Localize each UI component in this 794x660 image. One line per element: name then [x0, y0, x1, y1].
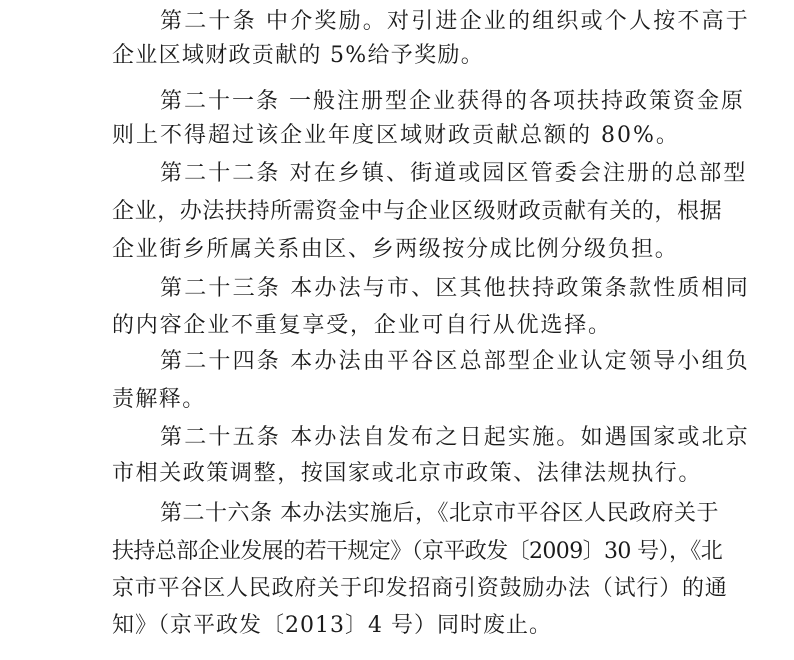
article-24-line-2: 责解释。 [112, 387, 206, 412]
article-20-line-2: 企业区域财政贡献的 5%给予奖励。 [112, 43, 484, 68]
article-25-line-2: 市相关政策调整，按国家或北京市政策、法律法规执行。 [112, 461, 703, 486]
article-21-line-1: 第二十一条 一般注册型企业获得的各项扶持政策资金原 [160, 89, 745, 114]
article-20-line-1: 第二十条 中介奖励。对引进企业的组织或个人按不高于 [160, 9, 750, 34]
article-25-line-1: 第二十五条 本办法自发布之日起实施。如遇国家或北京 [160, 425, 750, 450]
article-26-line-3: 京市平谷区人民政府关于印发招商引资鼓励办法（试行）的通 [112, 576, 728, 601]
article-26-line-4: 知》（京平政发〔2013〕4 号）同时废止。 [112, 613, 552, 638]
article-23-line-1: 第二十三条 本办法与市、区其他扶持政策条款性质相同 [160, 276, 750, 301]
article-26-line-2: 扶持总部企业发展的若干规定》（京平政发〔2009〕30 号），《北 [112, 539, 723, 564]
article-24-line-1: 第二十四条 本办法由平谷区总部型企业认定领导小组负 [160, 349, 750, 374]
article-21-line-2: 则上不得超过该企业年度区域财政贡献总额的 80%。 [112, 123, 680, 148]
article-26-line-1: 第二十六条 本办法实施后，《北京市平谷区人民政府关于 [160, 501, 719, 526]
article-22-line-2: 企业，办法扶持所需资金中与企业区级财政贡献有关的，根据 [112, 199, 723, 224]
article-23-line-2: 的内容企业不重复享受，企业可自行从优选择。 [112, 313, 612, 338]
article-22-line-1: 第二十二条 对在乡镇、街道或园区管委会注册的总部型 [160, 161, 748, 186]
article-22-line-3: 企业街乡所属关系由区、乡两级按分成比例分级负担。 [112, 237, 679, 262]
